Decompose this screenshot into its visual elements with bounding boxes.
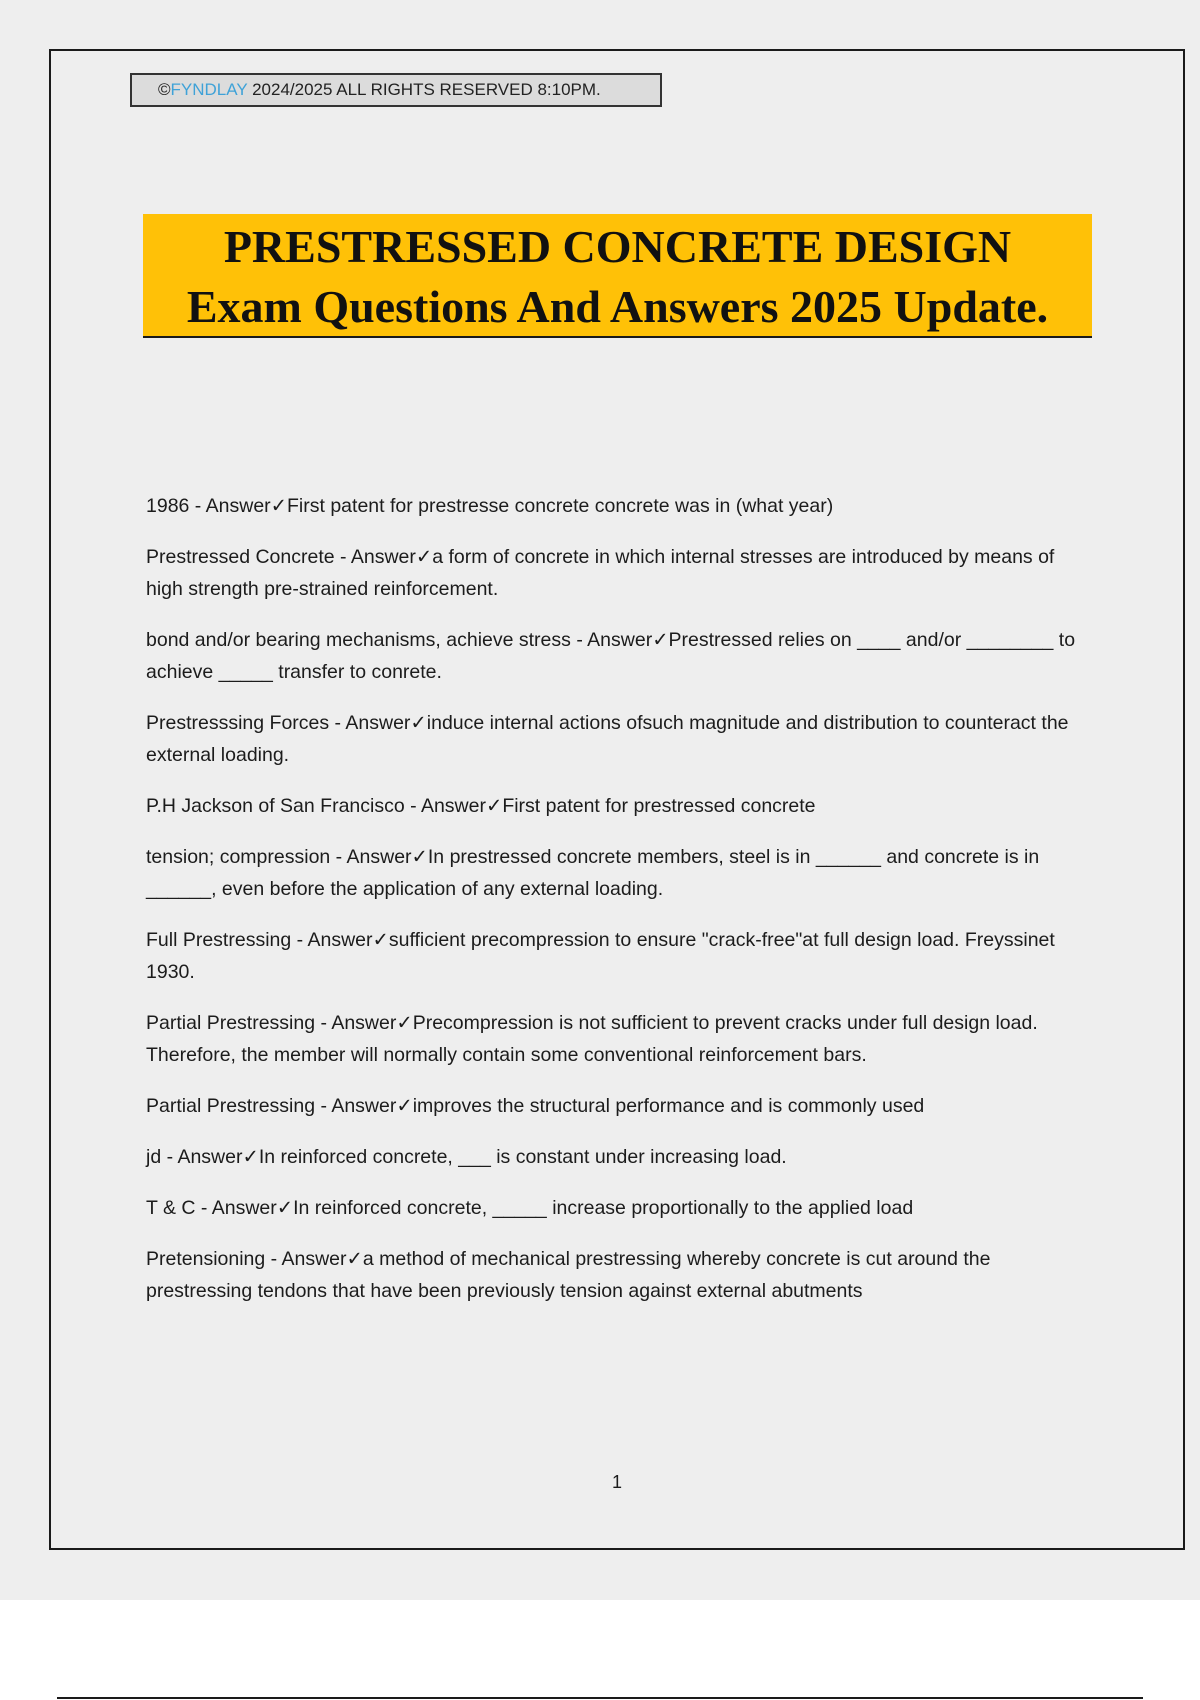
qa-item xyxy=(146,790,1091,822)
qa-term: P.H Jackson of San Francisco xyxy=(146,795,405,817)
qa-answer: sufficient precompression to ensure "crack-free"at full design load. Freyssinet 1930. xyxy=(146,929,1055,983)
checkmark-icon: ✓ xyxy=(652,629,669,651)
checkmark-icon: ✓ xyxy=(415,546,433,568)
qa-term: tension; compression xyxy=(146,846,331,868)
answer-label: - Answer xyxy=(189,495,271,517)
checkmark-icon: ✓ xyxy=(346,1248,363,1270)
qa-answer: Prestressed relies on ____ and/or ________ to achieve _____ transfer to conrete. xyxy=(146,629,1076,683)
checkmark-icon: ✓ xyxy=(276,1197,294,1219)
qa-term: Full Prestressing xyxy=(146,929,292,951)
title-line-2: Exam Questions And Answers 2025 Update. xyxy=(186,281,1049,332)
answer-label: - Answer xyxy=(315,1095,397,1117)
checkmark-icon: ✓ xyxy=(396,1095,413,1117)
answer-label: - Answer xyxy=(334,546,416,568)
copyright-symbol: © xyxy=(158,80,171,99)
qa-term: Pretensioning xyxy=(146,1248,266,1270)
checkmark-icon: ✓ xyxy=(396,1012,413,1034)
qa-list xyxy=(146,490,1091,1326)
qa-answer: improves the structural performance and is commonly used xyxy=(412,1095,925,1117)
answer-label: - Answer xyxy=(329,712,411,734)
qa-term: Partial Prestressing xyxy=(146,1095,316,1117)
qa-item xyxy=(146,1141,1091,1173)
qa-answer: In reinforced concrete, ___ is constant under increasing load. xyxy=(258,1146,787,1168)
checkmark-icon: ✓ xyxy=(410,712,427,734)
answer-label: - Answer xyxy=(265,1248,347,1270)
qa-term: T & C xyxy=(146,1197,196,1219)
answer-label: - Answer xyxy=(315,1012,397,1034)
checkmark-icon: ✓ xyxy=(242,1146,259,1168)
qa-term: jd xyxy=(146,1146,162,1168)
qa-item xyxy=(146,1007,1091,1071)
qa-answer: a form of concrete in which internal stresses are introduced by means of high strength pre-strained reinforcement. xyxy=(146,546,1055,600)
checkmark-icon: ✓ xyxy=(411,846,428,868)
document-title xyxy=(143,214,1092,338)
qa-term: Partial Prestressing xyxy=(146,1012,316,1034)
qa-item xyxy=(146,924,1091,988)
qa-item xyxy=(146,1192,1091,1224)
answer-label: - Answer xyxy=(291,929,373,951)
qa-item xyxy=(146,707,1091,771)
qa-answer: First patent for prestresse concrete concrete was in (what year) xyxy=(287,495,834,517)
qa-answer: induce internal actions ofsuch magnitude and distribution to counteract the external loading. xyxy=(146,712,1069,766)
qa-answer: In prestressed concrete members, steel is in ______ and concrete is in ______, even before the application of any external loading. xyxy=(146,846,1040,900)
checkmark-icon: ✓ xyxy=(485,795,503,817)
answer-label: - Answer xyxy=(195,1197,277,1219)
footer-divider xyxy=(57,1697,1143,1699)
qa-item xyxy=(146,1243,1091,1307)
qa-term: Prestressed Concrete xyxy=(146,546,335,568)
answer-label: - Answer xyxy=(404,795,486,817)
qa-term: bond and/or bearing mechanisms, achieve stress xyxy=(146,629,571,651)
qa-answer: Precompression is not sufficient to prevent cracks under full design load. Therefore, the member will normally contain some conventional reinforcement bars. xyxy=(146,1012,1038,1066)
brand-name: FYNDLAY xyxy=(170,80,248,99)
qa-item xyxy=(146,1090,1091,1122)
page-number: 1 xyxy=(611,1472,622,1492)
title-line-1: PRESTRESSED CONCRETE DESIGN xyxy=(223,221,1012,272)
qa-term: 1986 xyxy=(146,495,190,517)
qa-answer: a method of mechanical prestressing whereby concrete is cut around the prestressing tendons that have been previously tension against external abutments xyxy=(146,1248,991,1302)
checkmark-icon: ✓ xyxy=(270,495,288,517)
copyright-text: 2024/2025 ALL RIGHTS RESERVED 8:10PM. xyxy=(247,80,601,99)
answer-label: - Answer xyxy=(330,846,412,868)
qa-answer: In reinforced concrete, _____ increase proportionally to the applied load xyxy=(293,1197,914,1219)
qa-item xyxy=(146,841,1091,905)
qa-item xyxy=(146,541,1091,605)
answer-label: - Answer xyxy=(570,629,653,651)
copyright-banner xyxy=(130,73,662,107)
qa-answer: First patent for prestressed concrete xyxy=(502,795,816,817)
answer-label: - Answer xyxy=(161,1146,243,1168)
qa-term: Prestresssing Forces xyxy=(146,712,330,734)
checkmark-icon: ✓ xyxy=(372,929,389,951)
qa-item xyxy=(146,624,1091,688)
qa-item xyxy=(146,490,1091,522)
